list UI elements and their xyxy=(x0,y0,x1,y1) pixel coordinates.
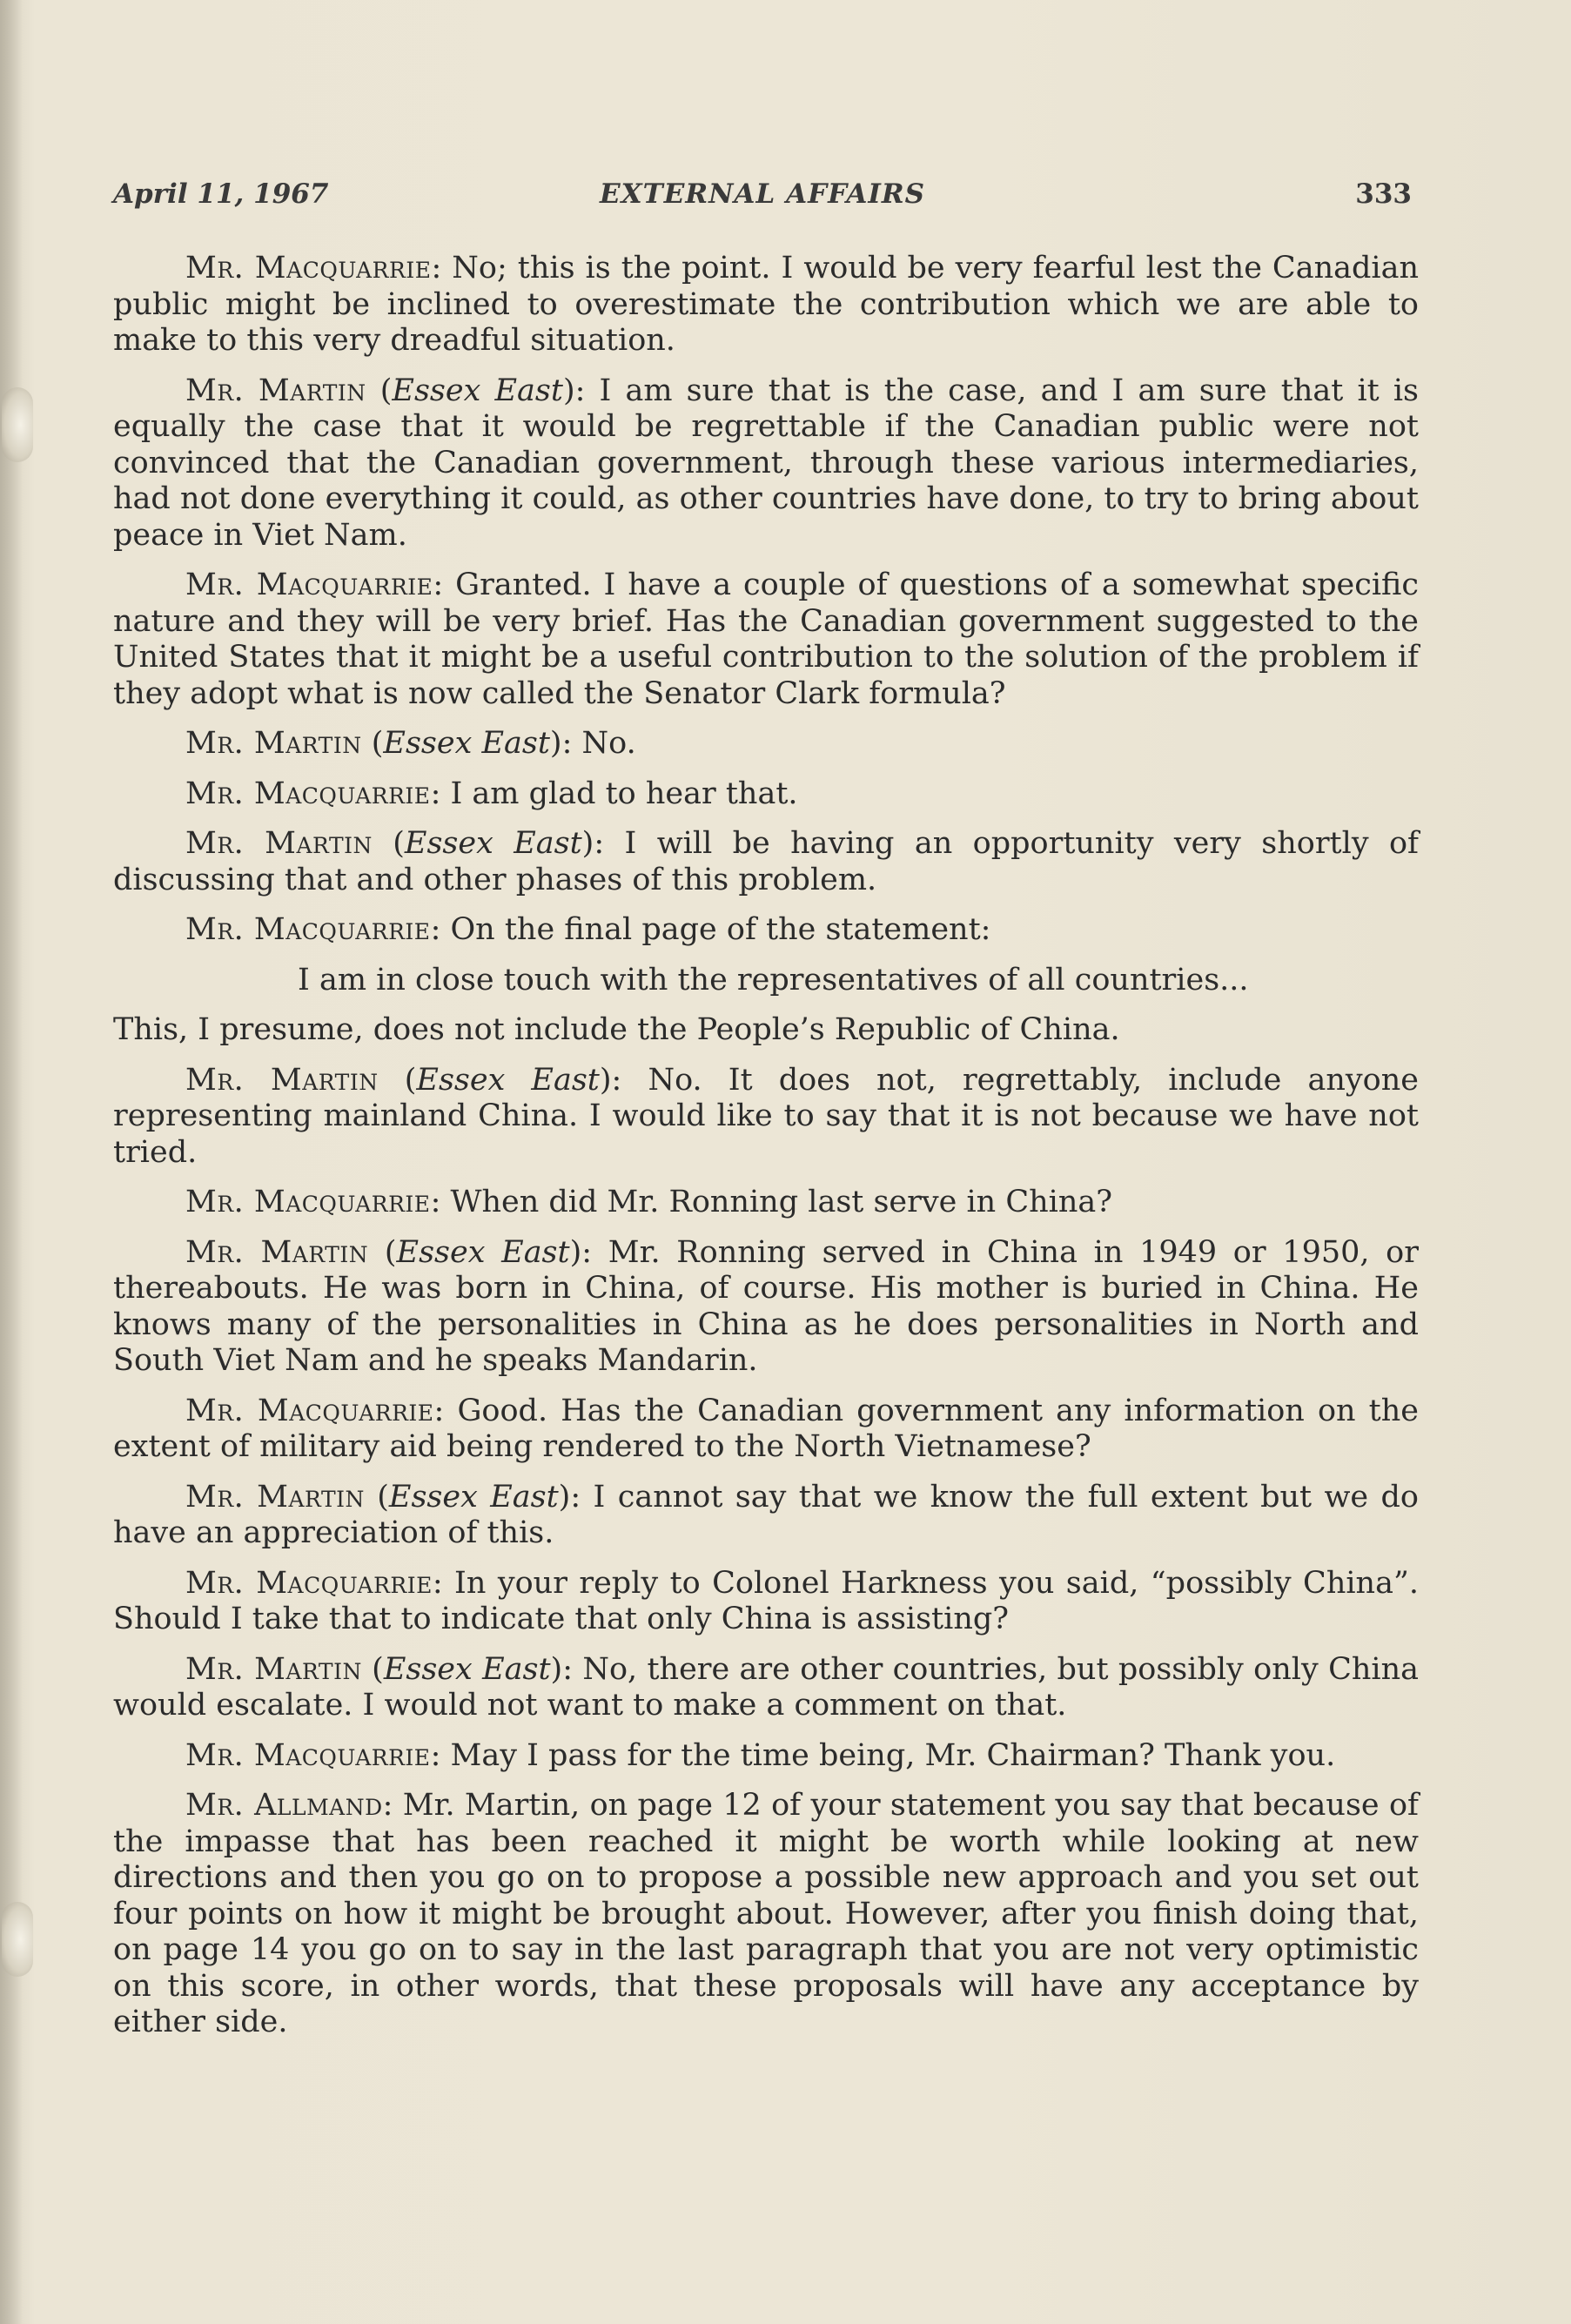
speech-paragraph: Mr. Macquarrie: No; this is the point. I would be very fearful lest the Canadian public might be inclined to overestimate the contribution which we are able to make to this very dreadful situation. xyxy=(113,251,1419,358)
header-title: EXTERNAL AFFAIRS xyxy=(599,178,926,210)
speech-text: May I pass for the time being, Mr. Chairman? Thank you. xyxy=(450,1737,1336,1773)
speaker-name: Mr. Martin xyxy=(185,1062,379,1098)
speaker-name: Mr. Macquarrie xyxy=(185,776,431,811)
speech-paragraph: Mr. Macquarrie: I am glad to hear that. xyxy=(185,776,798,811)
speaker-name: Mr. Martin xyxy=(185,1479,365,1515)
speech-paragraph: Mr. Martin (Essex East): No, there are other countries, but possibly only China would escalate. I would not want to make a comment on that. xyxy=(113,1651,1419,1723)
speech-paragraph: Mr. Macquarrie: On the final page of the statement: xyxy=(185,912,991,947)
speech-paragraph: Mr. Macquarrie: When did Mr. Ronning last serve in China? xyxy=(185,1185,1113,1219)
running-header xyxy=(113,178,1412,222)
speech-paragraph: Mr. Macquarrie: May I pass for the time being, Mr. Chairman? Thank you. xyxy=(185,1737,1336,1773)
paragraph-group-2 xyxy=(113,1063,1419,2041)
speech-paragraph: Mr. Macquarrie: In your reply to Colonel Harkness you said, “possibly China”. Should I take that to indicate that only China is assisting? xyxy=(113,1565,1419,1636)
speech-text: On the final page of the statement: xyxy=(450,912,991,947)
speaker-riding: Essex East xyxy=(396,1234,570,1270)
speech-text: Granted. I have a couple of questions of a somewhat specific nature and they will be very brief. Has the Canadian government suggested to the United States that it might be a useful contribution to the solution of the problem if they adopt what is now called the Senator Clark formula? xyxy=(113,568,1419,711)
speaker-riding: Essex East xyxy=(404,826,582,861)
speaker-name: Mr. Martin xyxy=(185,1234,369,1270)
speaker-name: Mr. Macquarrie xyxy=(185,251,432,285)
binder-hole-bottom xyxy=(2,1902,33,1977)
speech-paragraph: Mr. Macquarrie: Good. Has the Canadian government any information on the extent of military aid being rendered to the North Vietnamese? xyxy=(113,1393,1419,1464)
header-date: April 11, 1967 xyxy=(113,178,329,210)
speaker-name: Mr. Macquarrie xyxy=(185,1393,434,1428)
speaker-riding: Essex East xyxy=(388,1479,559,1515)
speaker-name: Mr. Martin xyxy=(185,726,362,761)
quoted-statement: I am in close touch with the representatives of all countries... xyxy=(298,962,1249,997)
speech-text: No. It does not, regrettably, include anyone representing mainland China. I would like to say that it is not because we have not tried. xyxy=(113,1062,1420,1170)
speech-paragraph: Mr. Martin (Essex East): Mr. Ronning served in China in 1949 or 1950, or thereabouts. He was born in China, of course. His mother is buried in China. He knows many of the personalities in China as he does personalities in North and South Viet Nam and he speaks Mandarin. xyxy=(113,1234,1419,1378)
speech-paragraph: Mr. Martin (Essex East): No. It does not, regrettably, include anyone representing mainland China. I would like to say that it is not because we have not tried. xyxy=(113,1062,1420,1170)
speech-text: No, there are other countries, but possibly only China would escalate. I would not want to make a comment on that. xyxy=(113,1651,1419,1723)
speech-text: Good. Has the Canadian government any information on the extent of military aid being rendered to the North Vietnamese? xyxy=(113,1393,1419,1464)
speech-paragraph: Mr. Martin (Essex East): I cannot say that we know the full extent but we do have an appreciation of this. xyxy=(113,1479,1420,1550)
speech-text: When did Mr. Ronning last serve in China? xyxy=(450,1185,1113,1219)
speech-paragraph: Mr. Martin (Essex East): No. xyxy=(185,726,636,761)
speaker-name: Mr. Martin xyxy=(185,1651,362,1687)
speech-paragraph: Mr. Martin (Essex East): I will be having an opportunity very shortly of discussing that and other phases of this problem. xyxy=(113,826,1420,897)
speech-text: I am sure that is the case, and I am sure that it is equally the case that it would be regrettable if the Canadian public were not convinced that the Canadian government, through these various intermediaries, had not done everything it could, as other countries have done, to try to bring about peace in Viet Nam. xyxy=(113,373,1419,553)
speech-text: No; this is the point. I would be very fearful lest the Canadian public might be inclined to overestimate the contribution which we are able to make to this very dreadful situation. xyxy=(113,251,1419,358)
speaker-riding: Essex East xyxy=(416,1062,600,1098)
speech-paragraph: Mr. Martin (Essex East): I am sure that is the case, and I am sure that it is equally the case that it would be regrettable if the Canadian public were not convinced that the Canadian government, through these various intermediaries, had not done everything it could, as other countries have done, to try to bring about peace in Viet Nam. xyxy=(113,373,1419,553)
paragraph-group-1 xyxy=(113,251,1419,949)
speaker-riding: Essex East xyxy=(392,373,563,408)
speech-text: Mr. Ronning served in China in 1949 or 1950, or thereabouts. He was born in China, of course. His mother is buried in China. He knows many of the personalities in China as he does personalities in North and South Viet Nam and he speaks Mandarin. xyxy=(113,1234,1419,1378)
speaker-riding: Essex East xyxy=(383,726,550,761)
speech-paragraph: Mr. Allmand: Mr. Martin, on page 12 of your statement you say that because of the impasse that has been reached it might be worth while looking at new directions and then you go on to propose a possible new approach and you set out four points on how it might be brought about. However, after you finish doing that, on page 14 you go on to say in the last paragraph that you are not very optimistic on this score, in other words, that these proposals will have any acceptance by either side. xyxy=(113,1788,1419,2039)
speech-text: In your reply to Colonel Harkness you said, “possibly China”. Should I take that to indicate that only China is assisting? xyxy=(113,1565,1419,1636)
speaker-name: Mr. Martin xyxy=(185,826,373,861)
speech-text: Mr. Martin, on page 12 of your statement you say that because of the impasse that has been reached it might be worth while looking at new directions and then you go on to propose a possible new approach and you set out four points on how it might be brought about. However, after you finish doing that, on page 14 you go on to say in the last paragraph that you are not very optimistic on this score, in other words, that these proposals will have any acceptance by either side. xyxy=(113,1788,1419,2039)
speech-text: I will be having an opportunity very shortly of discussing that and other phases of this problem. xyxy=(113,826,1420,897)
speaker-name: Mr. Macquarrie xyxy=(185,1565,433,1601)
speaker-name: Mr. Allmand xyxy=(185,1788,383,1823)
speech-paragraph: Mr. Macquarrie: Granted. I have a couple of questions of a somewhat specific nature and they will be very brief. Has the Canadian government suggested to the United States that it might be a useful contribution to the solution of the problem if they adopt what is now called the Senator Clark formula? xyxy=(113,568,1419,711)
speech-text: No. xyxy=(581,726,636,761)
continuation-text: This, I presume, does not include the People’s Republic of China. xyxy=(113,1012,1120,1047)
page-number: 333 xyxy=(1355,178,1412,210)
speaker-name: Mr. Martin xyxy=(185,373,366,408)
speech-text: I cannot say that we know the full extent but we do have an appreciation of this. xyxy=(113,1479,1420,1550)
speaker-name: Mr. Macquarrie xyxy=(185,568,433,602)
transcript-body xyxy=(113,251,1419,2055)
speaker-name: Mr. Macquarrie xyxy=(185,1737,431,1773)
speech-text: I am glad to hear that. xyxy=(450,776,798,811)
speaker-riding: Essex East xyxy=(383,1651,551,1687)
binder-hole-top xyxy=(2,387,33,462)
speaker-name: Mr. Macquarrie xyxy=(185,912,431,947)
speaker-name: Mr. Macquarrie xyxy=(185,1185,431,1219)
